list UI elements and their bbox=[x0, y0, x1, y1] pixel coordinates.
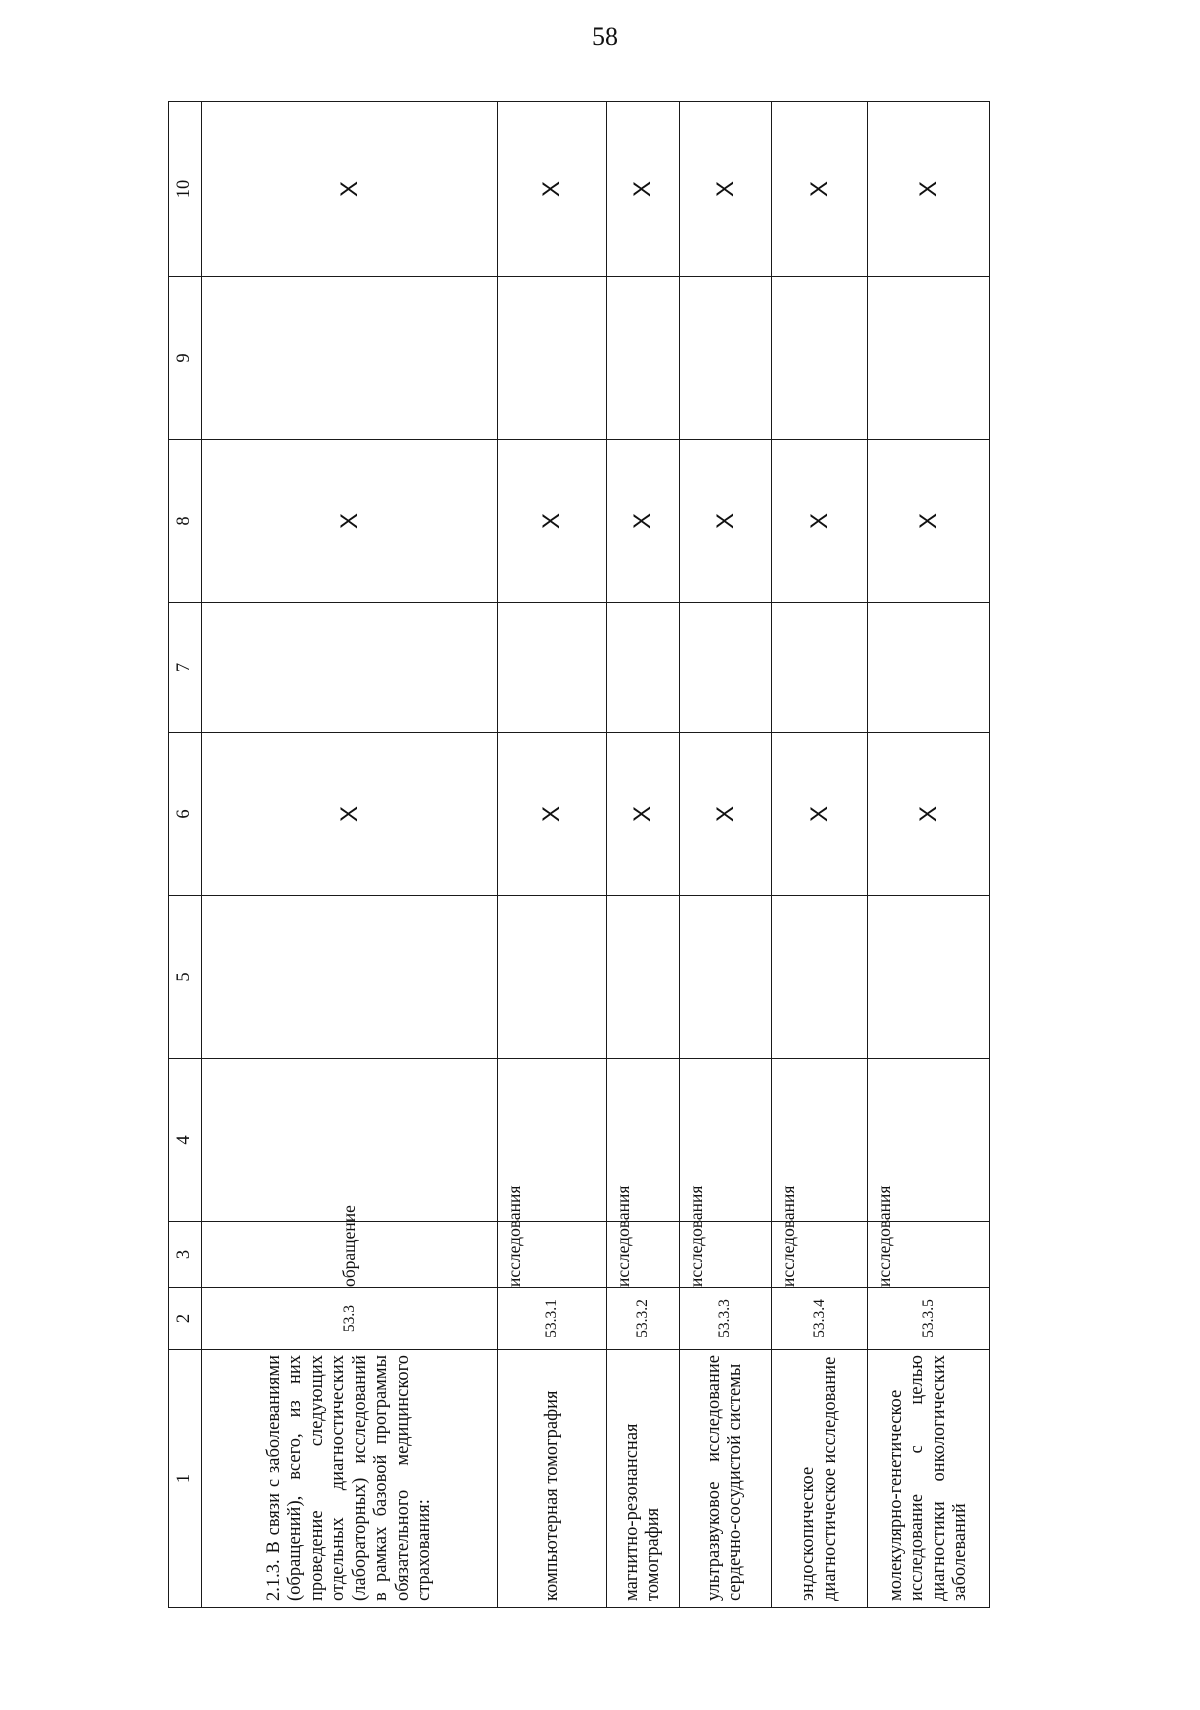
row-code: 53.3.4 bbox=[771, 1288, 868, 1350]
row-col5 bbox=[679, 896, 771, 1059]
row-name: 2.1.3. В связи с заболеваниями (обращений), всего, из них проведение следующих отдельных диагностических (лабораторных) исследований в рамках базовой программы обязательного медицинского страхования: bbox=[201, 1350, 497, 1608]
row-col5 bbox=[201, 896, 497, 1059]
row-col7 bbox=[201, 603, 497, 733]
row-unit: исследования bbox=[868, 1222, 990, 1288]
row-col10: Х bbox=[679, 102, 771, 277]
row-col10: Х bbox=[771, 102, 868, 277]
header-cell: 5 bbox=[169, 896, 202, 1059]
row-col7 bbox=[607, 603, 680, 733]
row-col7 bbox=[771, 603, 868, 733]
row-col9 bbox=[607, 277, 680, 440]
row-col8: Х bbox=[771, 440, 868, 603]
row-col8: Х bbox=[201, 440, 497, 603]
row-col6: Х bbox=[679, 733, 771, 896]
row-col10: Х bbox=[868, 102, 990, 277]
header-cell: 3 bbox=[169, 1222, 202, 1288]
row-col8: Х bbox=[498, 440, 607, 603]
table-row bbox=[868, 102, 990, 1608]
page-number: 58 bbox=[592, 22, 618, 51]
header-row bbox=[169, 102, 202, 1608]
header-cell: 2 bbox=[169, 1288, 202, 1350]
header-cell: 9 bbox=[169, 277, 202, 440]
table-row bbox=[201, 102, 497, 1608]
row-col8: Х bbox=[868, 440, 990, 603]
row-col9 bbox=[498, 277, 607, 440]
row-col8: Х bbox=[607, 440, 680, 603]
row-name: эндоскопическое диагностическое исследование bbox=[771, 1350, 868, 1608]
header-cell: 7 bbox=[169, 603, 202, 733]
row-col6: Х bbox=[498, 733, 607, 896]
row-col5 bbox=[498, 896, 607, 1059]
row-col9 bbox=[771, 277, 868, 440]
row-col10: Х bbox=[607, 102, 680, 277]
row-unit: исследования bbox=[607, 1222, 680, 1288]
row-col6: Х bbox=[201, 733, 497, 896]
rotated-table-container bbox=[168, 102, 990, 1608]
header-cell: 8 bbox=[169, 440, 202, 603]
row-col7 bbox=[679, 603, 771, 733]
row-unit: исследования bbox=[498, 1222, 607, 1288]
table-row bbox=[498, 102, 607, 1608]
row-col7 bbox=[498, 603, 607, 733]
row-col5 bbox=[771, 896, 868, 1059]
row-code: 53.3.3 bbox=[679, 1288, 771, 1350]
row-col6: Х bbox=[868, 733, 990, 896]
row-col6: Х bbox=[607, 733, 680, 896]
row-unit: исследования bbox=[679, 1222, 771, 1288]
row-col7 bbox=[868, 603, 990, 733]
row-code: 53.3.1 bbox=[498, 1288, 607, 1350]
table-row bbox=[771, 102, 868, 1608]
row-unit: обращение bbox=[201, 1222, 497, 1288]
row-name: молекулярно-генетическое исследование с целью диагностики онкологических заболеваний bbox=[868, 1350, 990, 1608]
row-code: 53.3.2 bbox=[607, 1288, 680, 1350]
row-col9 bbox=[201, 277, 497, 440]
row-col9 bbox=[679, 277, 771, 440]
row-col6: Х bbox=[771, 733, 868, 896]
row-col4 bbox=[201, 1059, 497, 1222]
data-table bbox=[168, 101, 990, 1608]
table-row bbox=[679, 102, 771, 1608]
row-col9 bbox=[868, 277, 990, 440]
table-row bbox=[607, 102, 680, 1608]
header-cell: 10 bbox=[169, 102, 202, 277]
row-col10: Х bbox=[498, 102, 607, 277]
row-unit: исследования bbox=[771, 1222, 868, 1288]
header-cell: 4 bbox=[169, 1059, 202, 1222]
header-cell: 6 bbox=[169, 733, 202, 896]
row-code: 53.3.5 bbox=[868, 1288, 990, 1350]
row-col5 bbox=[868, 896, 990, 1059]
row-code: 53.3 bbox=[201, 1288, 497, 1350]
row-col10: Х bbox=[201, 102, 497, 277]
header-cell: 1 bbox=[169, 1350, 202, 1608]
row-name: магнитно-резонансная томография bbox=[607, 1350, 680, 1608]
row-name: компьютерная томография bbox=[498, 1350, 607, 1608]
row-col5 bbox=[607, 896, 680, 1059]
row-col8: Х bbox=[679, 440, 771, 603]
row-name: ультразвуковое исследование сердечно-сосудистой системы bbox=[679, 1350, 771, 1608]
